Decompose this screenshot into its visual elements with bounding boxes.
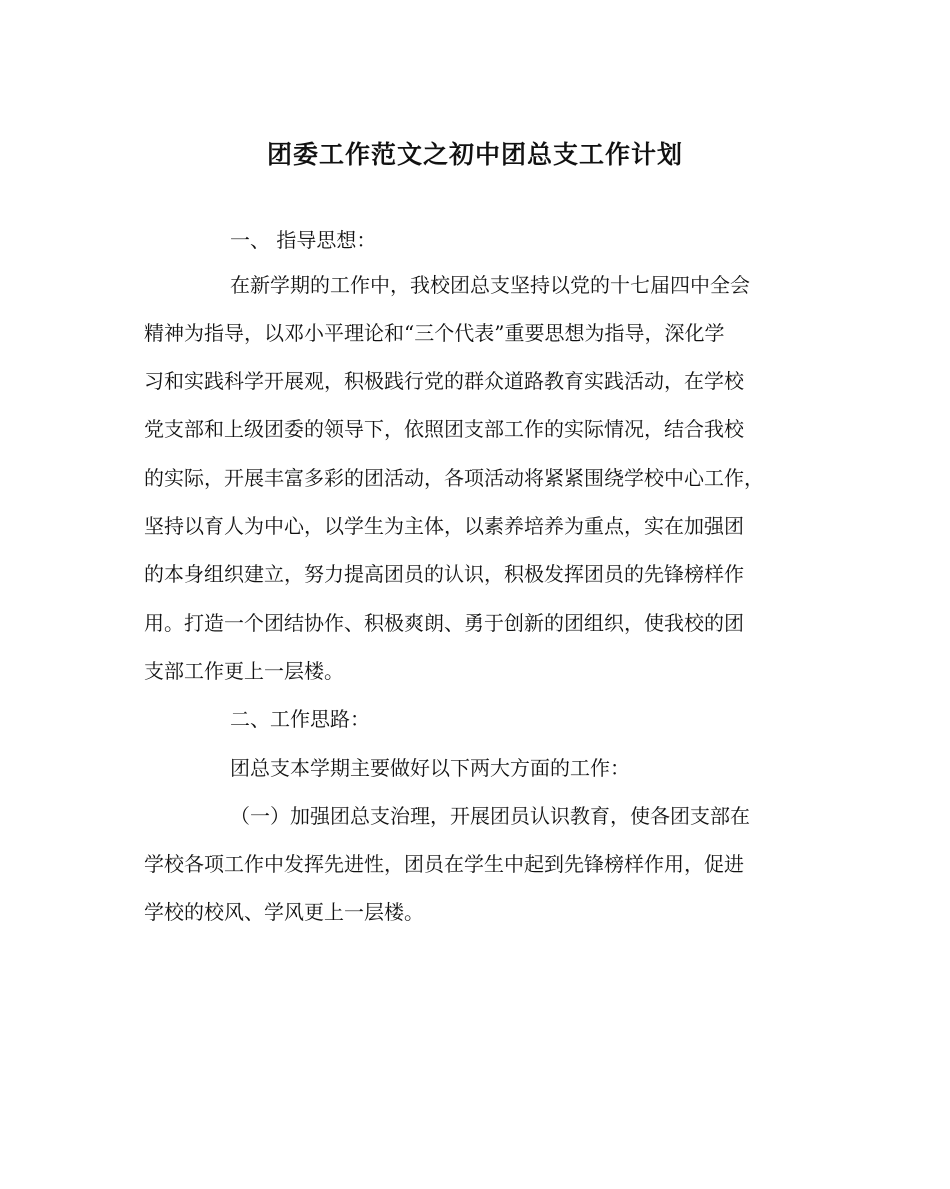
paragraph-line: 的本身组织建立，努力提高团员的认识，积极发挥团员的先锋榜样作 bbox=[144, 562, 744, 586]
paragraph-line: 支部工作更上一层楼。 bbox=[144, 659, 344, 683]
paragraph-line: 坚持以育人为中心，以学生为主体，以素养培养为重点，实在加强团 bbox=[144, 514, 744, 538]
section-heading-work-approach: 二、工作思路： bbox=[230, 707, 370, 731]
subsection-line: （一）加强团总支治理，开展团员认识教育，使各团支部在 bbox=[230, 804, 750, 828]
paragraph-line: 精神为指导，以邓小平理论和“三个代表”重要思想为指导，深化学 bbox=[144, 321, 725, 345]
paragraph-line: 在新学期的工作中，我校团总支坚持以党的十七届四中全会 bbox=[230, 273, 750, 297]
paragraph-line: 习和实践科学开展观，积极践行党的群众道路教育实践活动，在学校 bbox=[144, 369, 744, 393]
paragraph-line: 学校各项工作中发挥先进性，团员在学生中起到先锋榜样作用，促进 bbox=[144, 852, 744, 876]
paragraph-line: 的实际，开展丰富多彩的团活动，各项活动将紧紧围绕学校中心工作， bbox=[144, 466, 764, 490]
paragraph-line: 用。打造一个团结协作、积极爽朗、勇于创新的团组织，使我校的团 bbox=[144, 611, 744, 635]
paragraph-line: 党支部和上级团委的领导下，依照团支部工作的实际情况，结合我校 bbox=[144, 417, 744, 441]
section-heading-guiding-ideology: 一、 指导思想： bbox=[230, 228, 377, 252]
paragraph-line: 团总支本学期主要做好以下两大方面的工作： bbox=[230, 756, 630, 780]
document-title: 团委工作范文之初中团总支工作计划 bbox=[266, 140, 683, 169]
paragraph-line: 学校的校风、学风更上一层楼。 bbox=[144, 900, 424, 924]
